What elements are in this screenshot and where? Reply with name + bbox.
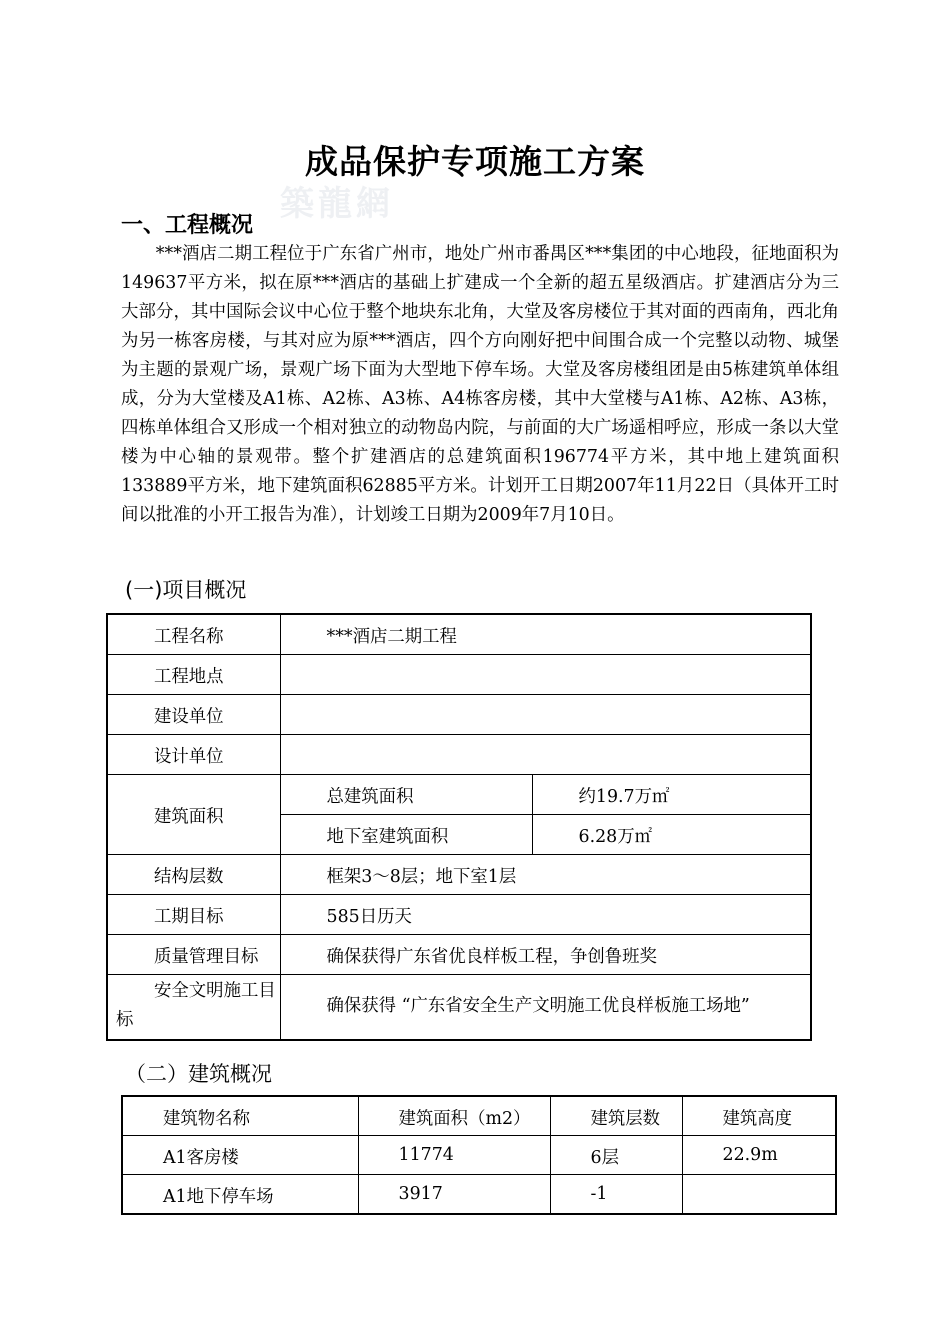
project-overview-table <box>106 613 812 1041</box>
safety-value: 确保获得 “广东省安全生产文明施工优良样板施工场地” <box>280 975 811 1041</box>
basement-area-label: 地下室建筑面积 <box>280 815 532 855</box>
table-cell: 22.9m <box>682 1136 836 1175</box>
table-row <box>122 1136 836 1175</box>
page-title: 成品保护专项施工方案 <box>305 142 645 181</box>
project-name-value: ***酒店二期工程 <box>280 614 811 655</box>
schedule-label: 工期目标 <box>107 895 280 935</box>
table-row <box>107 614 811 655</box>
owner-label: 建设单位 <box>107 695 280 735</box>
total-area-value: 约19.7万㎡ <box>532 775 811 815</box>
location-label: 工程地点 <box>107 655 280 695</box>
schedule-value: 585日历天 <box>280 895 811 935</box>
table-cell: A1地下停车场 <box>122 1175 358 1215</box>
quality-value: 确保获得广东省优良样板工程，争创鲁班奖 <box>280 935 811 975</box>
column-header: 建筑物名称 <box>122 1096 358 1136</box>
owner-value <box>280 695 811 735</box>
total-area-label: 总建筑面积 <box>280 775 532 815</box>
column-header: 建筑高度 <box>682 1096 836 1136</box>
column-header: 建筑面积（m2） <box>358 1096 550 1136</box>
section-heading-overview: 一、工程概况 <box>121 213 254 238</box>
table-row <box>107 775 811 815</box>
table-row <box>107 855 811 895</box>
table-cell: -1 <box>550 1175 682 1215</box>
table-row <box>122 1175 836 1215</box>
table-row <box>107 975 811 1041</box>
area-label: 建筑面积 <box>107 775 280 855</box>
watermark: 築龍網 <box>280 184 394 224</box>
sub-heading-building-overview: （二）建筑概况 <box>125 1062 272 1086</box>
table-row <box>107 895 811 935</box>
sub-heading-project-overview: (一)项目概况 <box>125 578 247 602</box>
table-cell: 6层 <box>550 1136 682 1175</box>
quality-label: 质量管理目标 <box>107 935 280 975</box>
structure-label: 结构层数 <box>107 855 280 895</box>
table-row <box>107 695 811 735</box>
table-row <box>107 935 811 975</box>
intro-paragraph: ***酒店二期工程位于广东省广州市，地处广州市番禺区***集团的中心地段，征地面积为149637平方米，拟在原***酒店的基础上扩建成一个全新的超五星级酒店。扩建酒店分为三大部分，其中国际会议中心位于整个地块东北角，大堂及客房楼位于其对面的西南角，西北角为另一栋客房楼，与其对应为原***酒店，四个方向刚好把中间围合成一个完整以动物、城堡为主题的景观广场，景观广场下面为大型地下停车场。大堂及客房楼组团是由5栋建筑单体组成，分为大堂楼及A1栋、A2栋、A3栋、A4栋客房楼，其中大堂楼与A1栋、A2栋、A3栋，四栋单体组合又形成一个相对独立的动物岛内院，与前面的大广场遥相呼应，形成一条以大堂楼为中心轴的景观带。整个扩建酒店的总建筑面积196774平方米，其中地上建筑面积133889平方米，地下建筑面积62885平方米。计划开工日期2007年11月22日（具体开工时间以批准的小开工报告为准），计划竣工日期为2009年7月10日。 <box>121 244 839 525</box>
column-header: 建筑层数 <box>550 1096 682 1136</box>
table-cell: A1客房楼 <box>122 1136 358 1175</box>
table-cell: 3917 <box>358 1175 550 1215</box>
table-cell <box>682 1175 836 1215</box>
designer-value <box>280 735 811 775</box>
structure-value: 框架3～8层；地下室1层 <box>280 855 811 895</box>
table-header-row <box>122 1096 836 1136</box>
building-overview-table <box>121 1095 837 1215</box>
table-cell: 11774 <box>358 1136 550 1175</box>
location-value <box>280 655 811 695</box>
table-row <box>107 655 811 695</box>
designer-label: 设计单位 <box>107 735 280 775</box>
project-name-label: 工程名称 <box>107 614 280 655</box>
safety-label: 安全文明施工目标 <box>107 975 280 1041</box>
table-row <box>107 735 811 775</box>
basement-area-value: 6.28万㎡ <box>532 815 811 855</box>
